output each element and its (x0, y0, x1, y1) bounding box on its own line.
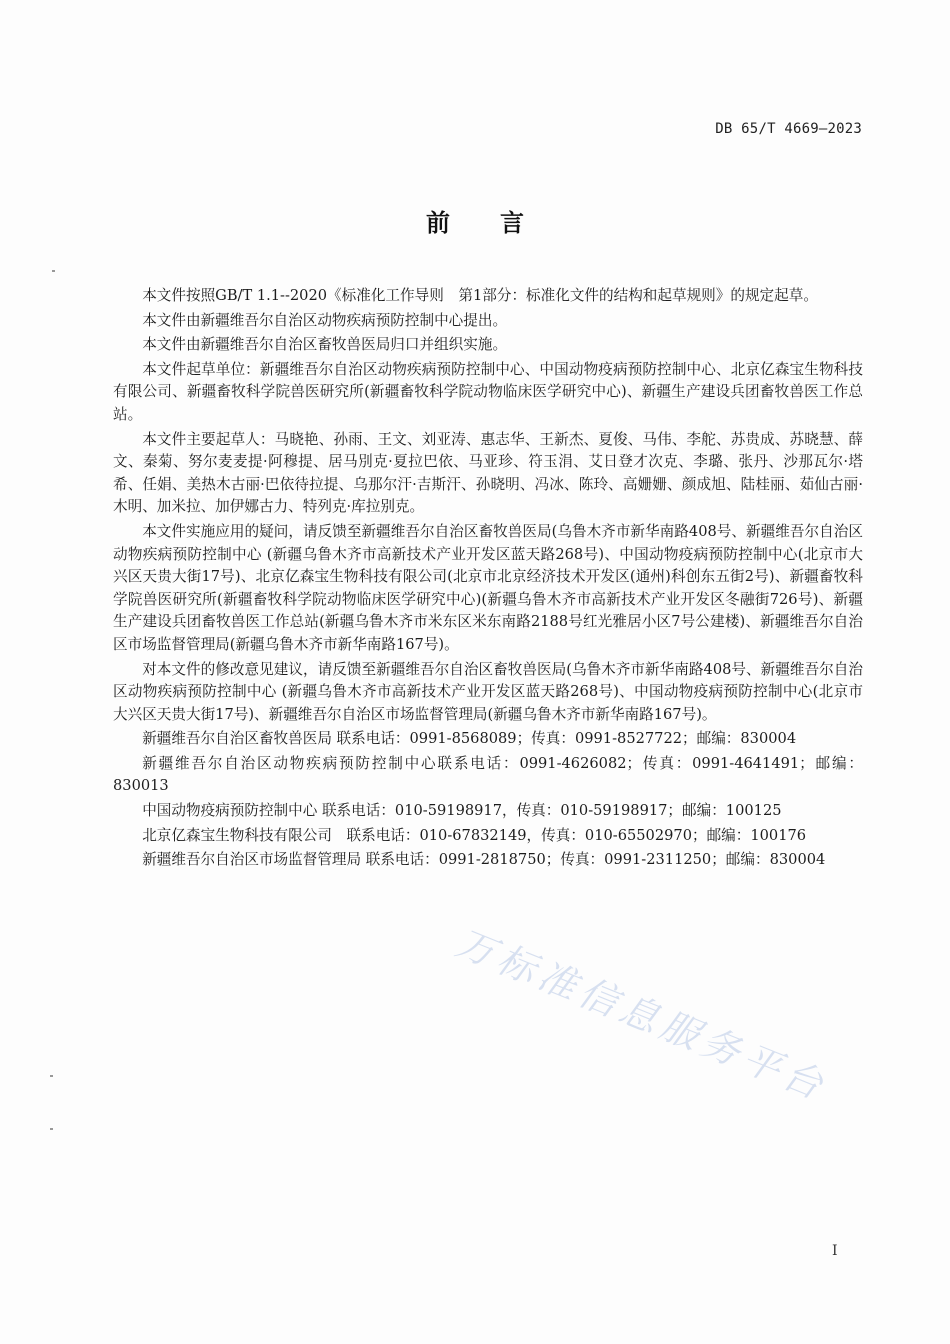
paragraph-main-drafters: 本文件主要起草人：马晓艳、孙雨、王文、刘亚涛、惠志华、王新杰、夏俊、马伟、李舵、苏贵成、苏晓慧、薛文、秦菊、努尔麦麦提·阿穆提、居马別克·夏拉巴依、马亚珍、符玉涓、艾日登才次克、李璐、张丹、沙那瓦尔·塔希、任娟、美热木古丽·巴依待拉提、乌那尔汗·吉斯汗、孙晓明、冯冰、陈玲、高姗姗、颜成旭、陆桂丽、茹仙古丽·木明、加米拉、加伊娜古力、特列克·库拉别克。 (113, 430, 863, 516)
paragraph-revision-feedback: 对本文件的修改意见建议，请反馈至新疆维吾尔自治区畜牧兽医局(乌鲁木齐市新华南路408号、新疆维吾尔自治区动物疾病预防控制中心 (新疆乌鲁木齐市高新技术产业开发区蓝天路268号)、中国动物疫病预防控制中心(北京市大兴区天贵大街17号)、新疆维吾尔自治区市场监督管理局(新疆乌鲁木齐市新华南路167号)。 (113, 660, 863, 723)
contact-line-animal-husbandry-bureau: 新疆维吾尔自治区畜牧兽医局 联系电话：0991-8568089；传真：0991-8527722；邮编：830004 (142, 730, 797, 748)
paragraph-administrator: 本文件由新疆维吾尔自治区畜牧兽医局归口并组织实施。 (142, 336, 508, 354)
page-number: I (832, 1243, 838, 1259)
contact-line-china-disease-center: 中国动物疫病预防控制中心 联系电话：010-59198917，传真：010-59198917；邮编：100125 (142, 802, 782, 820)
foreword-body (113, 285, 863, 874)
watermark-text: 万标准信息服务平台 (450, 920, 834, 1110)
standard-code: DB 65/T 4669—2023 (715, 121, 862, 137)
contact-line-disease-control-center: 新疆维吾尔自治区动物疾病预防控制中心联系电话：0991-4626082；传真：0991-4641491；邮编：830013 (113, 754, 863, 795)
contact-line-beijing-yisenbao: 北京亿森宝生物科技有限公司 联系电话：010-67832149，传真：010-65502970；邮编：100176 (142, 826, 807, 844)
paragraph-drafting-basis: 本文件按照GB/T 1.1--2020《标准化工作导则 第1部分：标准化文件的结构和起草规则》的规定起草。 (142, 287, 818, 304)
paragraph-drafting-units: 本文件起草单位：新疆维吾尔自治区动物疾病预防控制中心、中国动物疫病预防控制中心、北京亿森宝生物科技有限公司、新疆畜牧科学院兽医研究所(新疆畜牧科学院动物临床医学研究中心)、新疆生产建设兵团畜牧兽医工作总站。 (113, 360, 863, 423)
page-title: 前言 (426, 209, 574, 237)
paragraph-application-feedback: 本文件实施应用的疑问，请反馈至新疆维吾尔自治区畜牧兽医局(乌鲁木齐市新华南路408号、新疆维吾尔自治区动物疾病预防控制中心 (新疆乌鲁木齐市高新技术产业开发区蓝天路268号)、中国动物疫病预防控制中心(北京市大兴区天贵大街17号)、北京亿森宝生物科技有限公司(北京市北京经济技术开发区(通州)科创东五街2号)、新疆畜牧科学院兽医研究所(新疆畜牧科学院动物临床医学研究中心)(新疆乌鲁木齐市高新技术产业开发区冬融街726号)、新疆生产建设兵团畜牧兽医工作总站(新疆乌鲁木齐市米东区米东南路2188号红光雅居小区7号公建楼)、新疆维吾尔自治区市场监督管理局(新疆乌鲁木齐市新华南路167号)。 (113, 522, 863, 653)
paragraph-proposer: 本文件由新疆维吾尔自治区动物疾病预防控制中心提出。 (142, 311, 508, 329)
contact-line-market-supervision: 新疆维吾尔自治区市场监督管理局 联系电话：0991-2818750；传真：0991-2311250；邮编：830004 (142, 851, 826, 869)
